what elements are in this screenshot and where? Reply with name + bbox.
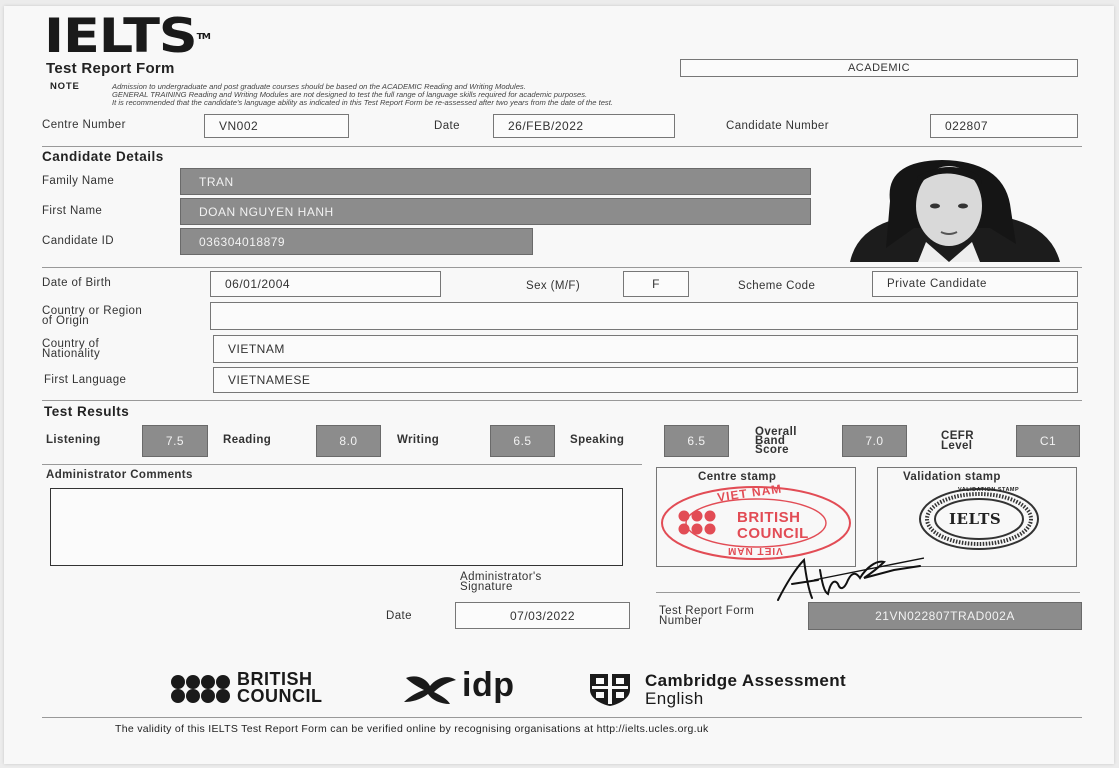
cefr-label-2: Level [941,440,973,452]
module-field: ACADEMIC [680,59,1078,77]
speaking-score: 6.5 [664,425,729,457]
stamp-main-text-1: BRITISH [737,509,801,526]
divider [42,717,1082,718]
bc-logo-text-2: COUNCIL [237,686,323,706]
idp-logo [402,666,552,710]
nationality-label-1: Country of [42,338,100,350]
stamp-bottom-text: VIET NAM [727,545,783,556]
validation-seal-text: IELTS [949,510,1002,528]
nationality-label-2: Nationality [42,348,101,360]
bc-logo-text-1: BRITISH [237,669,313,689]
admin-date-field: 07/03/2022 [455,602,630,629]
divider [42,464,642,465]
cambridge-logo-text-1: Cambridge Assessment [645,671,847,690]
cefr-label-1: CEFR [941,430,974,442]
stamp-main-text-2: COUNCIL [737,525,809,542]
note-line-2: GENERAL TRAINING Reading and Writing Modules are not designed to test the full range of language skills required for academic purposes. [112,90,588,99]
first-name-field: DOAN NGUYEN HANH [180,198,811,225]
british-council-logo [169,671,369,707]
first-language-label: First Language [44,374,127,386]
centre-date-label: Date [434,120,460,132]
reading-score: 8.0 [316,425,381,457]
stamp-top-text: VIET NAM [716,481,783,505]
administrator-signature [774,550,924,604]
trf-number-label-1: Test Report Form [659,605,755,617]
validation-ring-text: VALIDATION STAMP [958,487,1020,493]
family-name-label: Family Name [42,175,115,187]
overall-label-2: Band [755,435,786,447]
listening-label: Listening [46,434,101,446]
listening-score: 7.5 [142,425,208,457]
dob-field: 06/01/2004 [210,271,441,297]
british-council-stamp [659,481,854,561]
first-language-field: VIETNAMESE [213,367,1078,393]
test-report-form [4,6,1114,764]
country-origin-label-2: of Origin [42,315,90,327]
nationality-field: VIETNAM [213,335,1078,363]
sex-field: F [623,271,689,297]
candidate-id-field: 036304018879 [180,228,533,255]
sex-label: Sex (M/F) [526,280,581,292]
candidate-number-label: Candidate Number [726,120,829,132]
country-origin-field [210,302,1078,330]
idp-logo-text: idp [462,666,515,704]
ielts-logo: IELTS™ [44,9,210,64]
form-title: Test Report Form [46,60,175,77]
divider [42,267,1082,268]
speaking-label: Speaking [570,434,625,446]
scheme-code-field: Private Candidate [872,271,1078,297]
centre-stamp-label: Centre stamp [698,471,777,483]
ielts-validation-seal [918,487,1040,551]
test-results-heading: Test Results [44,404,130,419]
centre-date-field: 26/FEB/2022 [493,114,675,138]
candidate-photo [830,156,1078,262]
family-name-field: TRAN [180,168,811,195]
admin-date-label: Date [386,610,412,622]
writing-score: 6.5 [490,425,555,457]
note-label: NOTE [50,81,80,92]
dob-label: Date of Birth [42,277,112,289]
divider [42,146,1082,147]
cefr-level: C1 [1016,425,1080,457]
admin-comments-box [50,488,623,566]
validity-notice: The validity of this IELTS Test Report Form can be verified online by recognising organisations at http://ielts.ucles.org.uk [115,723,709,735]
candidate-details-heading: Candidate Details [42,149,164,164]
centre-number-label: Centre Number [42,119,126,131]
signature-label-1: Administrator's [460,571,542,583]
signature-label-2: Signature [460,581,513,593]
overall-label-3: Score [755,444,789,456]
cambridge-logo-text-2: English [645,689,704,708]
validation-stamp-label: Validation stamp [903,471,1001,483]
overall-label-1: Overall [755,426,797,438]
candidate-id-label: Candidate ID [42,235,114,247]
trf-number-field: 21VN022807TRAD002A [808,602,1082,630]
overall-score: 7.0 [842,425,907,457]
scheme-code-label: Scheme Code [738,280,816,292]
centre-number-field: VN002 [204,114,349,138]
writing-label: Writing [397,434,440,446]
country-origin-label-1: Country or Region [42,305,143,317]
divider [42,400,1082,401]
cambridge-logo [588,672,958,710]
trf-number-label-2: Number [659,615,703,627]
note-line-1: Admission to undergraduate and post graduate courses should be based on the ACADEMIC Reading and Writing Modules. [112,82,526,91]
admin-comments-heading: Administrator Comments [46,469,193,481]
note-line-3: It is recommended that the candidate's language ability as indicated in this Test Report Form be re-assessed after two years from the date of the test. [112,98,613,107]
trademark-mark: TM [196,32,210,41]
first-name-label: First Name [42,205,103,217]
candidate-number-field: 022807 [930,114,1078,138]
reading-label: Reading [223,434,272,446]
